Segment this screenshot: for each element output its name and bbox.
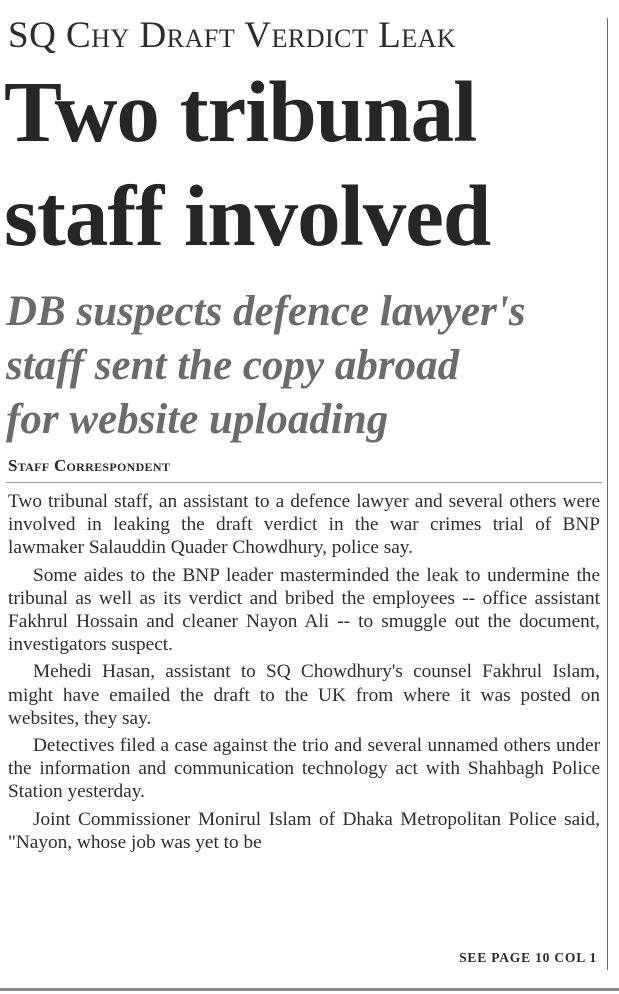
byline: Staff Correspondent	[8, 456, 171, 475]
deck-line: for website uploading	[6, 396, 389, 443]
column-divider	[607, 18, 608, 970]
headline-line: Two tribunal	[4, 63, 477, 160]
body-paragraph: Mehedi Hasan, assistant to SQ Chowdhury's counsel Fakhrul Islam, might have emailed the draft to the UK from where it was posted on websites, they say.	[8, 661, 600, 729]
headline-line: staff involved	[4, 167, 491, 264]
byline-divider	[6, 482, 602, 483]
deck-line: staff sent the copy abroad	[6, 342, 460, 389]
body-paragraph: Detectives filed a case against the trio and several unnamed others under the information and communication technology act with Shahbagh Police Station yesterday.	[8, 735, 600, 803]
body-paragraph: Joint Commissioner Monirul Islam of Dhaka Metropolitan Police said, "Nayon, whose job was yet to be	[8, 808, 600, 853]
deck-subheadline	[6, 285, 601, 447]
article-body	[8, 490, 600, 858]
body-paragraph: Two tribunal staff, an assistant to a defence lawyer and several others were involved in leaking the draft verdict in the war crimes trial of BNP lawmaker Salauddin Quader Chowdhury, police say.	[8, 491, 600, 559]
body-paragraph: Some aides to the BNP leader masterminded the leak to undermine the tribunal as well as its verdict and bribed the employees -- office assistant Fakhrul Hossain and cleaner Nayon Ali -- to smuggle out the document, investigators suspect.	[8, 564, 600, 656]
deck-line: DB suspects defence lawyer's	[6, 288, 526, 335]
continued-on-page-link: SEE PAGE 10 COL 1	[459, 950, 597, 965]
kicker: SQ Chy Draft Verdict Leak	[8, 15, 457, 56]
headline	[4, 60, 604, 268]
bottom-divider	[0, 988, 619, 991]
